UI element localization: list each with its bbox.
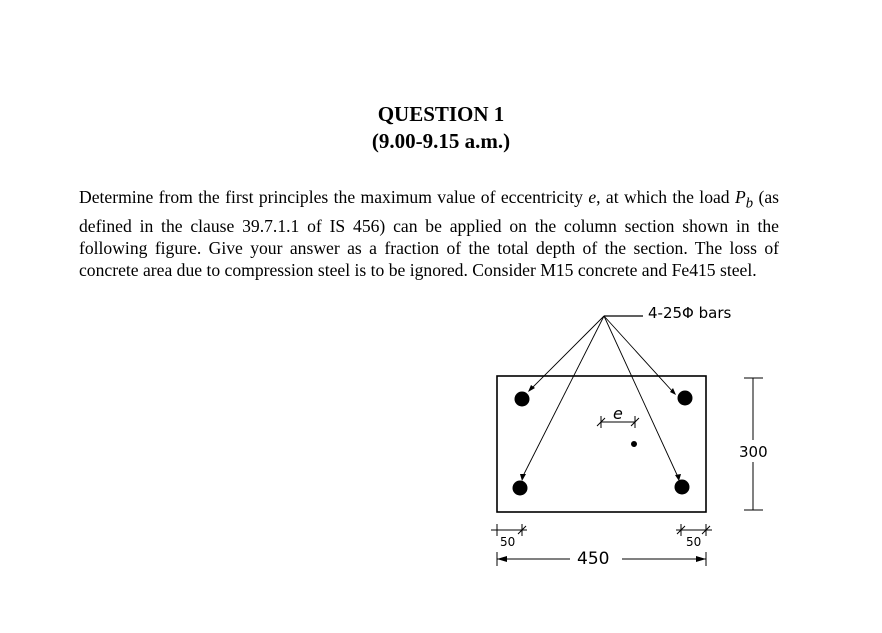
problem-text-1: Determine from the first principles the maximum value of eccentricity [79, 187, 589, 207]
eccentricity-symbol: e [588, 187, 597, 207]
question-title: QUESTION 1 [377, 102, 505, 126]
rebar-top-right [678, 391, 693, 406]
rebar-bottom-left [513, 481, 528, 496]
leader-arrowheads [520, 385, 681, 481]
problem-text-3: (as defined in the clause 39.7.1.1 of IS 456) can be applied on the column section shown in the following figure. Give your answer as a fraction of the total depth of the section. The loss of concrete area due to compression steel is to be ignored. Consider M15 concrete and Fe415 steel. [79, 187, 779, 281]
load-point [631, 441, 637, 447]
eccentricity-label: e [613, 404, 623, 423]
bar-leader-lines [523, 316, 678, 477]
depth-label: 300 [739, 443, 768, 461]
cover-right-label: 50 [686, 535, 702, 549]
width-label: 450 [577, 549, 610, 569]
bars-label: 4-25Φ bars [648, 304, 732, 322]
rebar-bottom-right [675, 480, 690, 495]
rebar-top-left [515, 392, 530, 407]
cover-left-label: 50 [500, 535, 516, 549]
question-time: (9.00-9.15 a.m.) [371, 129, 511, 153]
problem-text-2: , at which the load [596, 187, 735, 207]
load-subscript: b [745, 195, 754, 212]
load-symbol: P [735, 187, 746, 207]
